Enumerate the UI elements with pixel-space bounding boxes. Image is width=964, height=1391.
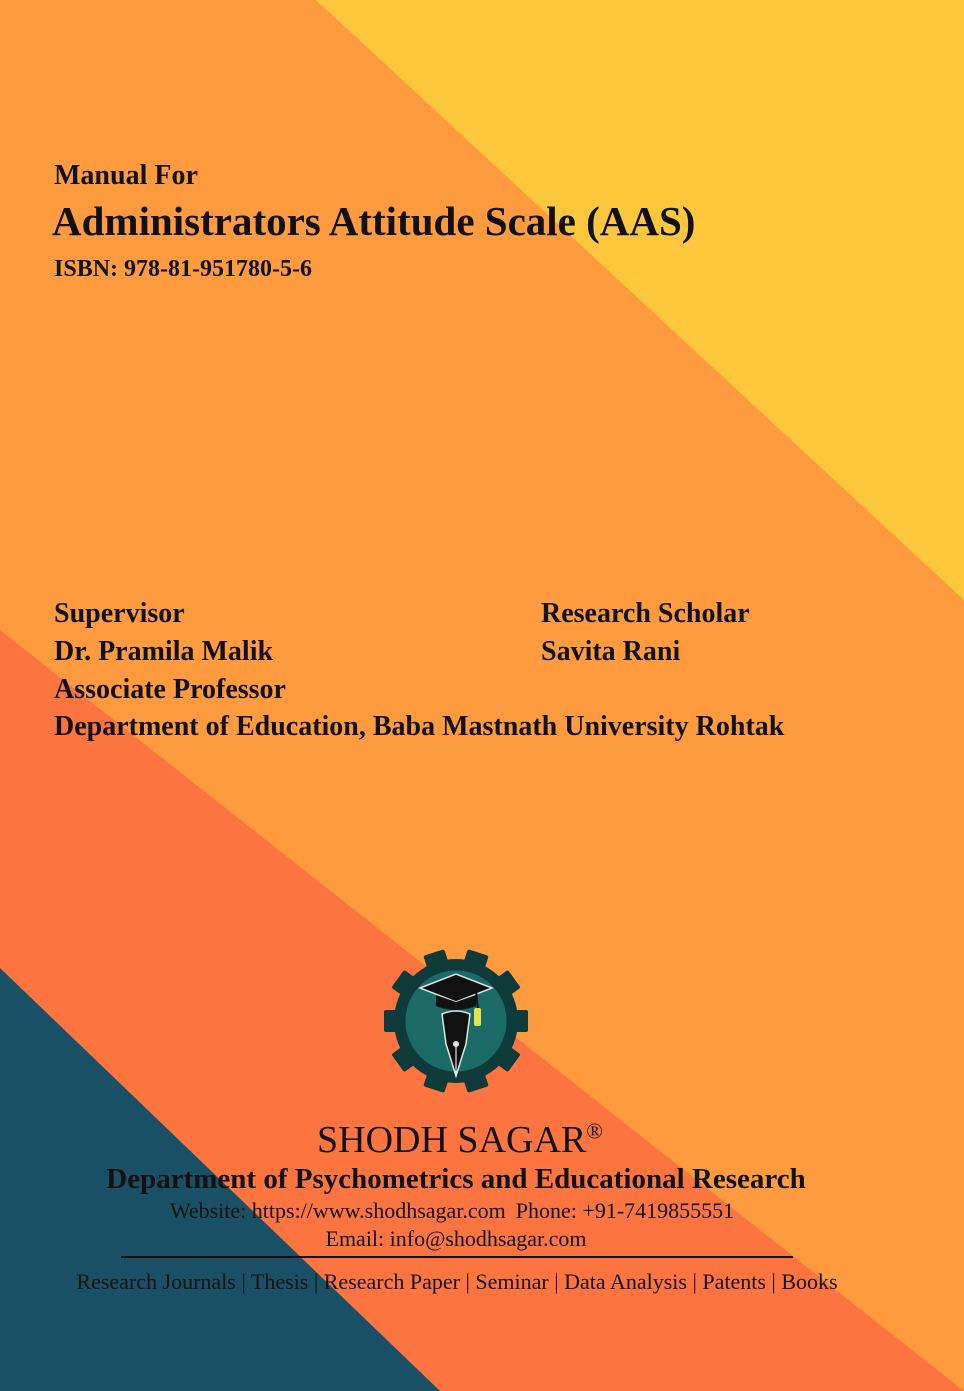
service-item: Seminar [475, 1269, 549, 1294]
services-separator: | [308, 1269, 324, 1294]
phone-number: +91-7419855551 [582, 1198, 735, 1223]
scholar-label: Research Scholar [541, 598, 750, 629]
gear-tooth [384, 1010, 404, 1032]
service-item: Books [781, 1269, 838, 1294]
service-item: Patents [702, 1269, 766, 1294]
contact-line: Website: https://www.shodhsagar.com Phone: +91-7419855551 [169, 1198, 735, 1223]
gear-tooth [508, 1010, 528, 1032]
email-address: info@shodhsagar.com [389, 1226, 587, 1251]
services-separator: | [235, 1269, 251, 1294]
supervisor-department: Department of Education, Baba Mastnath University Rohtak [54, 711, 785, 742]
website-link: https://www.shodhsagar.com [251, 1198, 506, 1223]
gear-pen-graduation-cap-icon [374, 948, 538, 1094]
publisher-name: SHODH SAGAR® [317, 1118, 603, 1161]
publisher-department: Department of Psychometrics and Educational Research [106, 1163, 806, 1195]
book-title: Administrators Attitude Scale (AAS) [52, 198, 696, 244]
services-separator: | [686, 1269, 703, 1294]
divider-rule [121, 1256, 793, 1258]
manual-label: Manual For [54, 160, 198, 191]
services-separator: | [548, 1269, 565, 1294]
service-item: Research Journals [76, 1269, 236, 1294]
supervisor-label: Supervisor [54, 598, 185, 629]
cap-tassel [474, 1008, 481, 1026]
services-separator: | [765, 1269, 782, 1294]
services-list [0, 1269, 914, 1295]
scholar-name: Savita Rani [541, 636, 681, 667]
service-item: Thesis [250, 1269, 309, 1294]
supervisor-designation: Associate Professor [54, 674, 286, 705]
supervisor-name: Dr. Pramila Malik [54, 636, 274, 667]
email-line: Email: info@shodhsagar.com [325, 1226, 587, 1251]
isbn: ISBN: 978-81-951780-5-6 [54, 256, 312, 282]
services-separator: | [459, 1269, 476, 1294]
service-item: Data Analysis [564, 1269, 687, 1294]
service-item: Research Paper [323, 1269, 460, 1294]
